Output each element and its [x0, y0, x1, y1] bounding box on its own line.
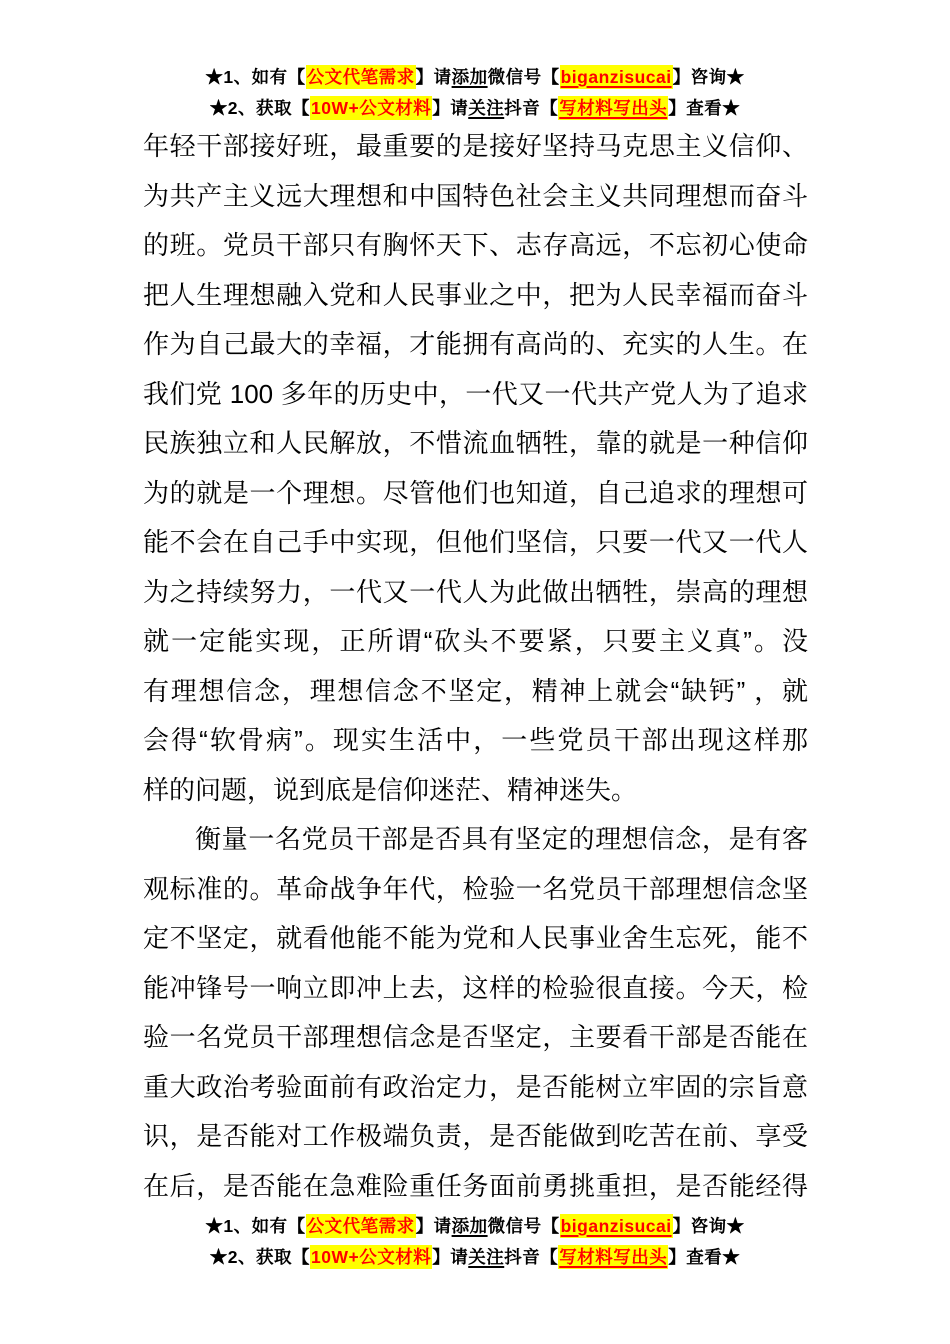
notice-text: 】请 [432, 1247, 469, 1267]
notice-line-1 [0, 1211, 950, 1242]
body-line-p1-9: 能不会在自己手中实现，但他们坚信，只要一代又一代人 [143, 527, 808, 557]
notice-keyword: 关注 [468, 1247, 505, 1267]
document-body [143, 122, 808, 1211]
body-line-p2-1: 衡量一名党员干部是否具有坚定的理想信念，是有客 [195, 824, 808, 854]
notice-keyword: 10W+公文材料 [311, 98, 432, 118]
body-line-p1-12: 有理想信念，理想信念不坚定，精神上就会“缺钙” ，就 [143, 675, 808, 706]
notice-text: 】查看★ [668, 1247, 741, 1267]
body-line-p2-3: 定不坚定，就看他能不能为党和人民事业舍生忘死，能不 [143, 923, 808, 953]
body-line-p1-8: 为的就是一个理想。尽管他们也知道，自己追求的理想可 [143, 477, 808, 508]
notice-text: 】请 [415, 67, 452, 87]
notice-line-2 [0, 93, 950, 124]
notice-text: ★2、获取【 [209, 98, 311, 118]
notice-text: 】咨询★ [672, 67, 745, 87]
body-line-p1-4: 把人生理想融入党和人民事业之中，把为人民幸福而奋斗 [143, 279, 808, 310]
notice-keyword: 公文代笔需求 [306, 67, 415, 87]
notice-text: 】咨询★ [672, 1216, 745, 1236]
body-line-p1-3: 的班。党员干部只有胸怀天下、志存高远，不忘初心使命 [143, 230, 808, 260]
notice-keyword: 添加 [451, 67, 488, 87]
notice-text: 微信号【 [487, 67, 560, 87]
notice-keyword: biganzisucai [560, 67, 672, 87]
notice-text: ★1、如有【 [205, 67, 306, 87]
notice-text: ★2、获取【 [209, 1247, 311, 1267]
notice-keyword: 关注 [468, 98, 505, 118]
notice-keyword: biganzisucai [560, 1216, 672, 1236]
body-line-p1-10: 为之持续努力，一代又一代人为此做出牺牲，崇高的理想 [143, 576, 808, 607]
body-line-p1-6: 我们党 100 多年的历史中，一代又一代共产党人为了追求 [143, 378, 808, 409]
body-line-p1-7: 民族独立和人民解放，不惜流血牺牲，靠的就是一种信仰 [143, 428, 808, 458]
notice-keyword: 公文代笔需求 [306, 1216, 415, 1236]
notice-line-2 [0, 1242, 950, 1273]
body-line-p1-2: 为共产主义远大理想和中国特色社会主义共同理想而奋斗 [143, 180, 808, 211]
body-line-p2-7: 识，是否能对工作极端负责，是否能做到吃苦在前、享受 [143, 1121, 808, 1151]
body-line-p1-11: 就一定能实现，正所谓“砍头不要紧，只要主义真”。没 [143, 626, 808, 656]
notice-keyword: 10W+公文材料 [311, 1247, 432, 1267]
notice-keyword: 添加 [451, 1216, 488, 1236]
notice-text: 】请 [415, 1216, 452, 1236]
notice-text: 抖音【 [504, 1247, 559, 1267]
body-line-p2-5: 验一名党员干部理想信念是否坚定，主要看干部是否能在 [143, 1022, 808, 1052]
body-line-p2-8: 在后，是否能在急难险重任务面前勇挑重担，是否能经得 [143, 1170, 808, 1201]
body-line-p2-4: 能冲锋号一响立即冲上去，这样的检验很直接。今天，检 [143, 972, 808, 1003]
header-notice [0, 62, 950, 124]
body-line-p2-2: 观标准的。革命战争年代，检验一名党员干部理想信念坚 [143, 873, 808, 904]
body-line-p1-5: 作为自己最大的幸福，才能拥有高尚的、充实的人生。在 [143, 329, 808, 359]
body-line-p1-14: 样的问题，说到底是信仰迷茫、精神迷失。 [143, 774, 638, 805]
notice-text: 】请 [432, 98, 469, 118]
body-line-p1-13: 会得“软骨病”。现实生活中，一些党员干部出现这样那 [143, 725, 808, 755]
body-line-p1-1: 年轻干部接好班，最重要的是接好坚持马克思主义信仰、 [143, 131, 808, 161]
notice-keyword: 写材料写出头 [559, 1247, 668, 1267]
footer-notice [0, 1211, 950, 1273]
notice-text: 微信号【 [487, 1216, 560, 1236]
notice-text: ★1、如有【 [205, 1216, 306, 1236]
notice-text: 】查看★ [668, 98, 741, 118]
notice-text: 抖音【 [504, 98, 559, 118]
notice-keyword: 写材料写出头 [559, 98, 668, 118]
body-line-p2-6: 重大政治考验面前有政治定力，是否能树立牢固的宗旨意 [143, 1071, 808, 1102]
notice-line-1 [0, 62, 950, 93]
